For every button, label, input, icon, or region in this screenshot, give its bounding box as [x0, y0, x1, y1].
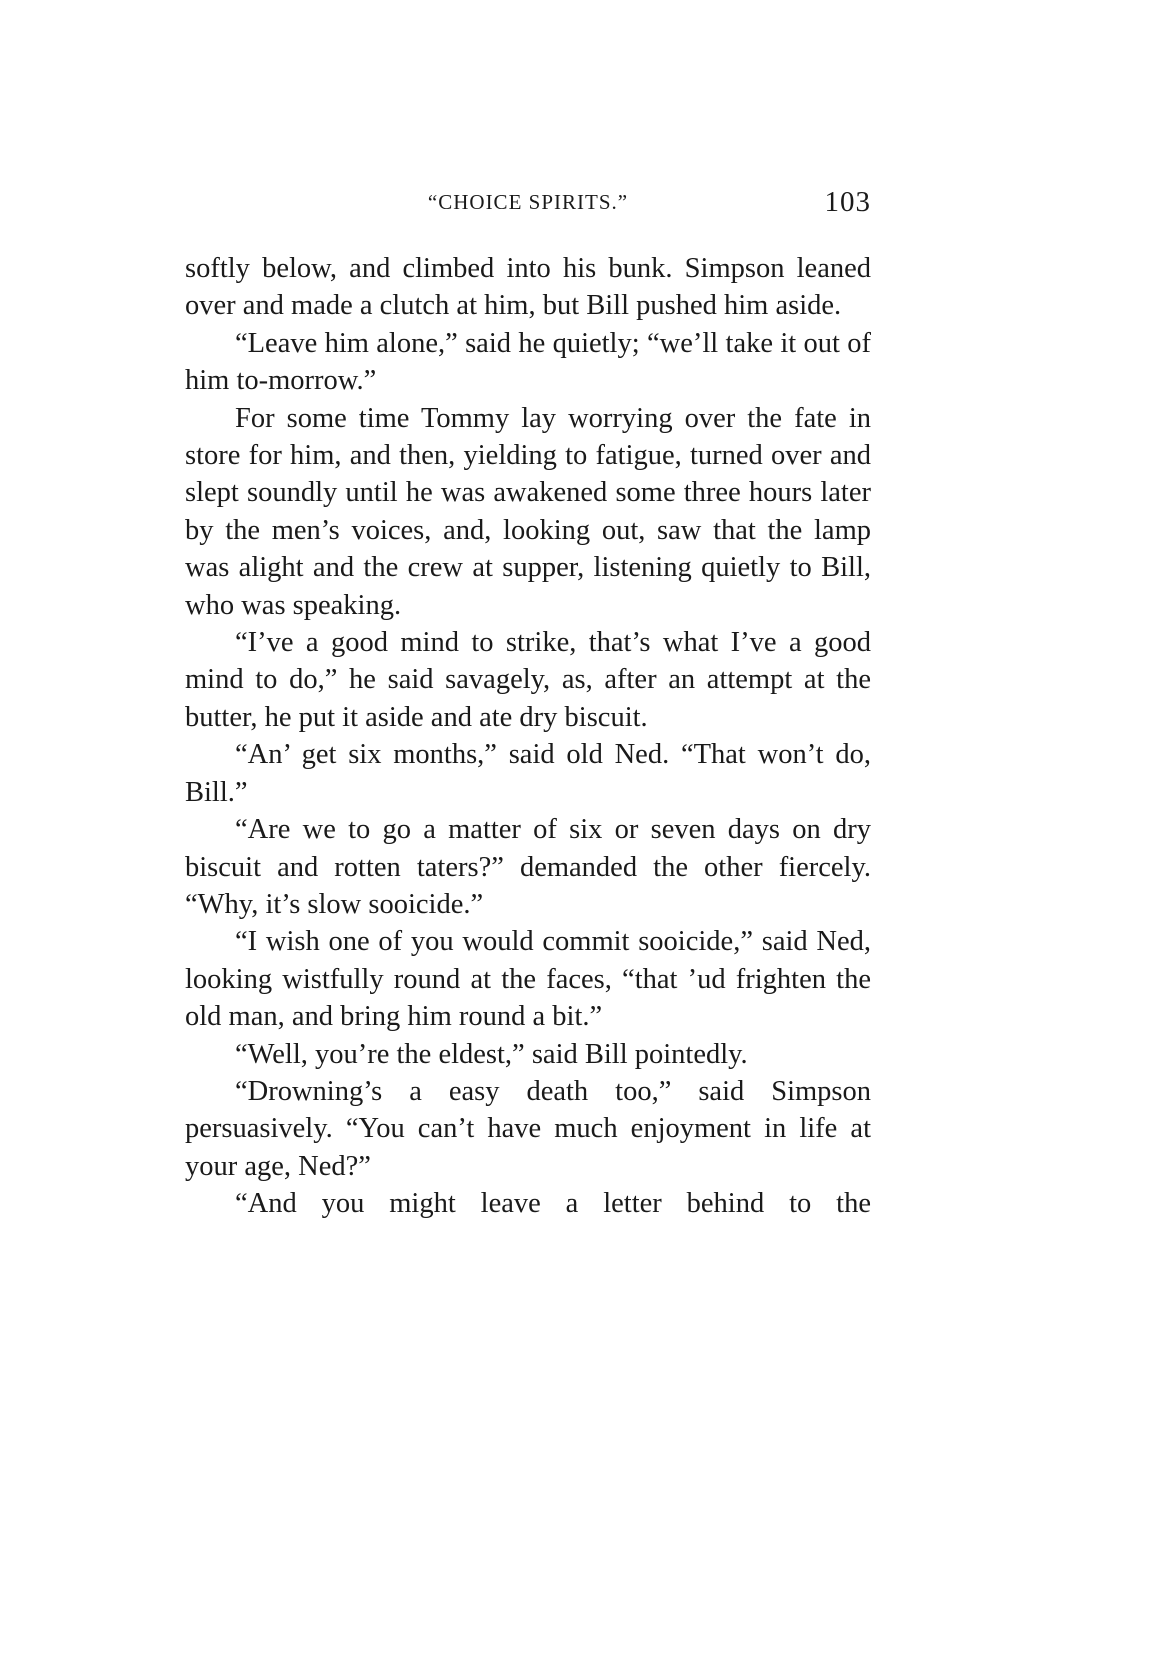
body-text — [185, 250, 871, 1223]
paragraph: For some time Tommy lay worrying over the fate in store for him, and then, yielding to fatigue, turned over and slept soundly until he was awakened some three hours later by the men’s voices, and, looking out, saw that the lamp was alight and the crew at supper, listening quietly to Bill, who was speaking. — [185, 402, 871, 621]
paragraph: “I’ve a good mind to strike, that’s what I’ve a good mind to do,” he said savagely, as, after an attempt at the butter, he put it aside and ate dry biscuit. — [185, 627, 871, 733]
running-header — [185, 186, 871, 230]
running-title: “CHOICE SPIRITS.” — [427, 190, 629, 214]
paragraph: “Are we to go a matter of six or seven days on dry biscuit and rotten taters?” demanded the other fiercely. “Why, it’s slow sooicide.” — [185, 814, 871, 920]
paragraph: “I wish one of you would commit sooicide,” said Ned, looking wistfully round at the faces, “that ’ud frighten the old man, and bring him round a bit.” — [185, 926, 871, 1033]
page-number: 103 — [824, 186, 871, 218]
paragraph: “Well, you’re the eldest,” said Bill pointedly. — [235, 1038, 748, 1070]
paragraph: “Drowning’s a easy death too,” said Simpson persuasively. “You can’t have much enjoyment in life at your age, Ned?” — [185, 1075, 871, 1182]
paragraph: “An’ get six months,” said old Ned. “That won’t do, Bill.” — [185, 739, 871, 808]
paragraph-continues-next-page: “And you might leave a letter behind to the — [235, 1188, 871, 1220]
paragraph: “Leave him alone,” said he quietly; “we’ll take it out of him to-morrow.” — [185, 327, 871, 397]
paragraph-continuation: softly below, and climbed into his bunk. Simpson leaned over and made a clutch at him, but Bill pushed him aside. — [185, 253, 871, 322]
